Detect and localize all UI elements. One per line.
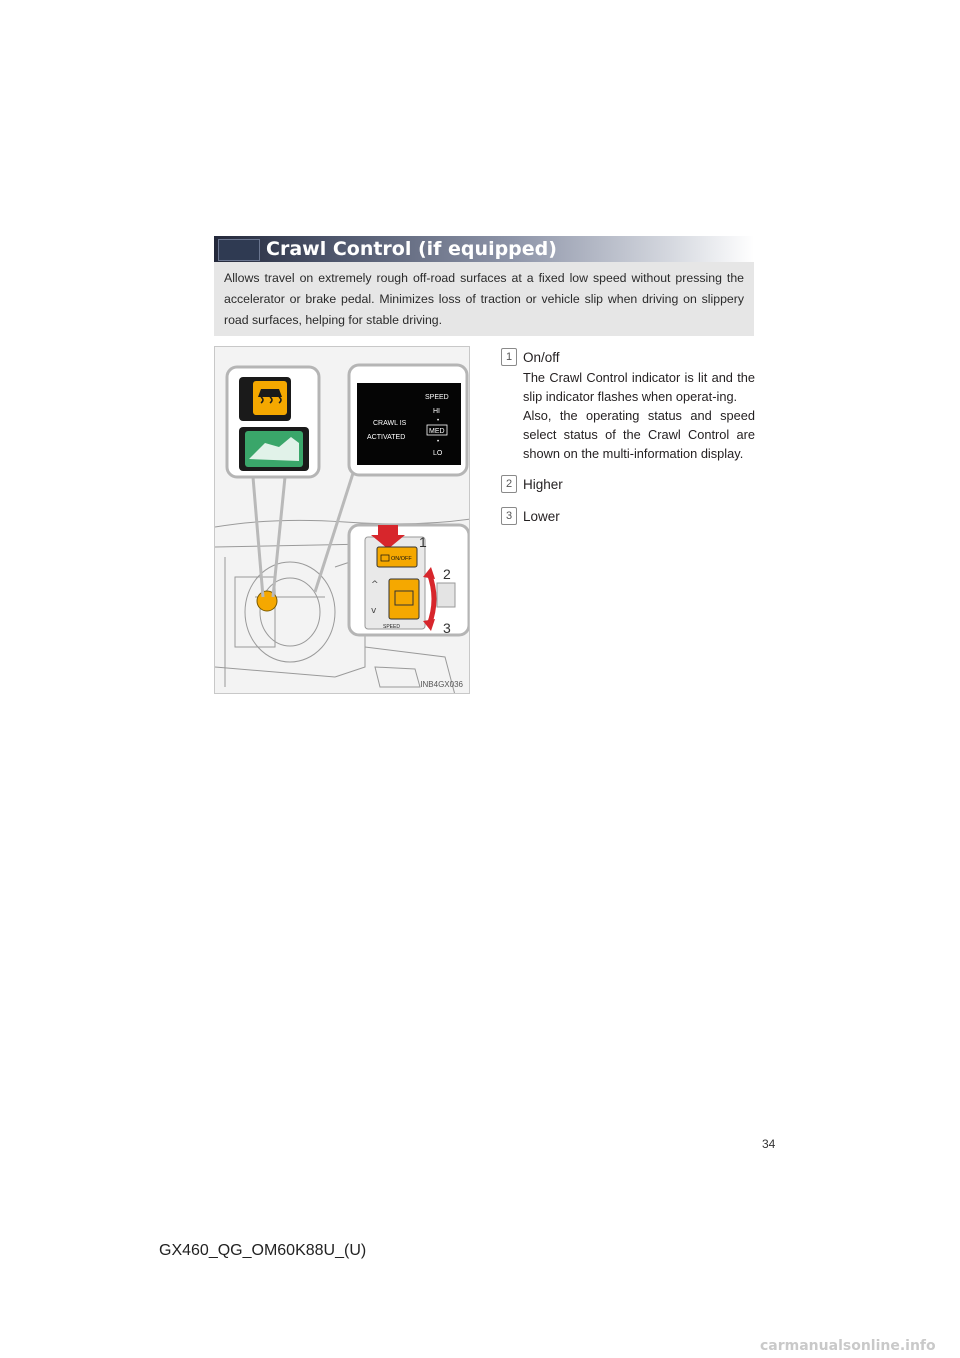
callout-description: The Crawl Control indicator is lit and the slip indicator flashes when operat-ing. xyxy=(523,370,755,404)
onoff-switch-label: ON/OFF xyxy=(391,556,412,562)
svg-text:•: • xyxy=(437,418,440,424)
callout-item-2 xyxy=(501,475,755,495)
section-header-swatch xyxy=(218,239,260,261)
callout-number: 2 xyxy=(501,475,517,493)
marker-1: 1 xyxy=(419,534,427,550)
display-med: MED xyxy=(429,428,445,435)
crawl-control-illustration xyxy=(214,346,470,694)
svg-text:•: • xyxy=(437,439,440,445)
callout-item-3 xyxy=(501,507,755,527)
intro-text: Allows travel on extremely rough off-road surfaces at a fixed low speed without pressing the accelerator or brake pedal. Minimizes loss of traction or vehicle slip when driving on slippery road surfaces, helping for stable driving. xyxy=(224,271,744,327)
page-number: 34 xyxy=(762,1137,776,1151)
callout-label: Lower xyxy=(523,509,560,524)
figure-code: INB4GX036 xyxy=(420,680,463,689)
callout-item-1 xyxy=(501,348,755,463)
document-code: GX460_QG_OM60K88U_(U) xyxy=(159,1242,367,1259)
callout-list xyxy=(501,348,755,539)
display-hi: HI xyxy=(433,408,440,415)
callout-number: 3 xyxy=(501,507,517,525)
speed-selector xyxy=(389,579,419,619)
display-line-2: ACTIVATED xyxy=(367,434,406,441)
svg-text:^: ^ xyxy=(371,580,379,590)
svg-text:v: v xyxy=(371,606,377,616)
illustration-drawing xyxy=(215,347,470,694)
section-title: Crawl Control (if equipped) xyxy=(266,238,557,260)
slip-indicator-icon xyxy=(253,381,287,415)
callout-number: 1 xyxy=(501,348,517,366)
display-speed: SPEED xyxy=(425,394,449,401)
display-line-1: CRAWL IS xyxy=(373,420,407,427)
callout-label: Higher xyxy=(523,477,563,492)
speed-selector-label: SPEED xyxy=(383,624,400,630)
marker-3: 3 xyxy=(443,620,451,636)
callout-label: On/off xyxy=(523,350,560,365)
marker-2: 2 xyxy=(443,566,451,582)
watermark: carmanualsonline.info xyxy=(760,1338,936,1354)
display-lo: LO xyxy=(433,450,443,457)
callout-description-2: Also, the operating status and speed select status of the Crawl Control are shown on the multi-information display. xyxy=(523,408,755,461)
